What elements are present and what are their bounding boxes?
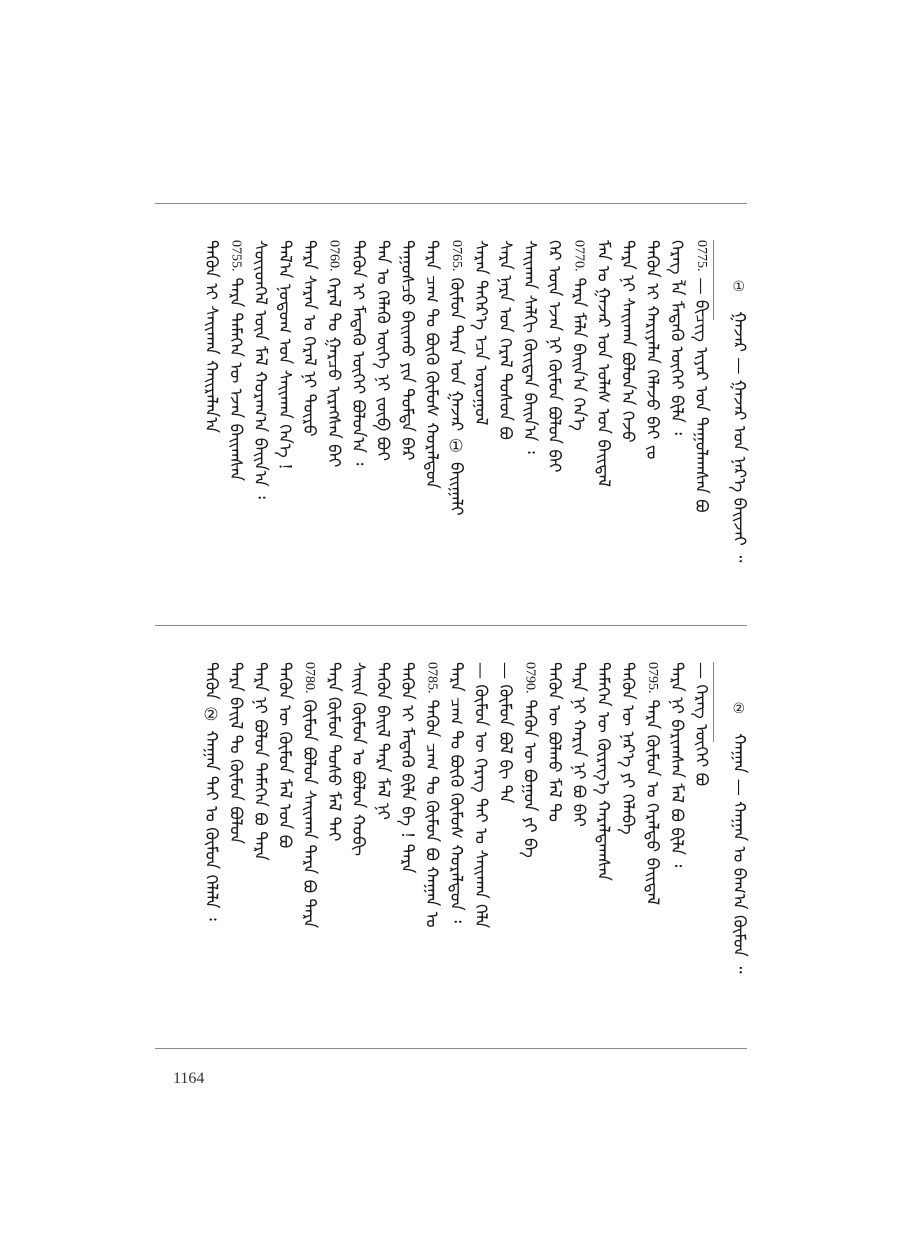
text-column [690,662,712,786]
text-column [568,240,590,431]
line-number: 0755. [228,240,244,272]
column-text: ᠲᠡᠭᠦᠨ ᠦ ᠬᠦᠮᠦᠨ ᠮᠠᠯ ᠤᠨ ᠪᠣ [274,662,295,849]
footnote-1-rule [713,240,714,320]
column-text: ᠮᠠᠨ ᠤ ᠭᠠᠵᠠᠷ ᠤᠨ ᠤᠯᠠᠰ ᠤᠨ ᠪᠠᠢᠳᠠᠯ [593,240,613,487]
column-text: — ᠬᠦᠮᠦᠨ ᠪᠣᠯ ᠪᠢ ᠲᠠ [495,662,515,804]
column-text: ᠲᠡᠷᠡ ᠨᠢ ᠬᠠᠷᠢᠨ ᠨᠢ ᠪᠣ ᠪᠠᠢ [568,662,589,827]
text-column [519,240,541,454]
text-column [421,662,443,928]
footnote-1-text: ᠭᠠᠵᠠᠷ — ᠭᠠᠵᠠᠷ ᠤᠨ ᠨᠡᠷ᠎ᠡ ᠪᠠᠢᠵᠠᠢ ᠃ [729,311,749,563]
text-column [543,240,565,473]
text-column [249,240,271,499]
column-text: ᠲᠡᠭᠦᠨ ② ᠬᠠᠭᠠᠨ ᠲᠠᠢ ᠤ ᠬᠦᠮᠦᠨ ᠬᠡᠯᠡᠯᠡ ᠄ [201,662,221,921]
text-column [347,240,369,465]
text-column [641,662,663,905]
text-column [666,240,688,435]
line-number: 0780. [302,662,317,694]
line-number: 0770. [571,240,587,272]
text-column [641,240,663,459]
text-column [494,662,516,803]
text-column [666,662,688,867]
column-text: ᠲᠡᠭᠦᠨ ᠦ ᠪᠣᠯᠬᠤ ᠮᠠᠯ ᠲᠤ [544,662,564,823]
column-text: ᠲᠡᠭᠦᠨ ᠪᠠᠢᠯ ᠲᠡᠷᠡ ᠮᠠᠯ ᠨᠢ [372,662,393,820]
text-column [274,662,296,848]
column-text: ᠲᠠᠭᠤᠰᠴᠤ ᠪᠠᠢᠬᠤ ᠶᠢᠨ ᠳᠤᠮᠳᠠ ᠪᠠᠷ [397,240,417,461]
footnote-2-mark: ② [732,701,746,717]
line-number: 0760. [326,240,342,272]
text-column [298,662,320,928]
column-text: ᠲᠡᠭᠦᠨ ᠦ ᠨᠡᠷ᠎ᠡ ᠶᠢ ᠬᠡᠯᠡᠪᠡ [617,662,638,835]
text-column [200,240,222,433]
column-text: ᠲᠡᠷᠡ ᠮᠠᠯᠠ ᠪᠠᠢᠨ᠎ᠠ ᠭᠡᠨ᠎ᠡ [568,277,589,431]
text-column [568,662,590,827]
column-text: ᠲᠡᠷᠡ ᠰᠠᠷᠠᠨ ᠤ ᠭᠡᠷᠡᠯ ᠨᠢ ᠲᠦᠷᠦ [299,240,319,437]
column-text: ᠲᠡᠷᠡ ᠲᠡᠮᠡᠭᠡᠨ ᠦ ᠡᠵᠡᠨ ᠪᠠᠢᠭᠰᠠᠨ [225,277,246,482]
column-text: ᠲᠡᠭᠦᠨ ᠢ ᠮᠡᠳᠡᠬᠦ ᠪᠢᠯᠡ ᠪᠠ ! ᠲᠡᠷᠡ [397,662,417,874]
text-column [396,240,418,461]
column-text: ᠰᠠᠢᠨ ᠬᠦᠮᠦᠨ ᠤ ᠪᠣᠯᠤᠨ ᠬᠤᠪᠢ [348,662,368,857]
text-column [470,240,492,425]
text-column [617,240,639,443]
column-text: ᠲᠡᠮᠡᠭᠡᠨ ᠦ ᠬᠦᠷᠡᠭ᠎ᠡ ᠬᠠᠷᠠᠯᠳᠠᠭᠰᠠᠨ [593,662,613,881]
text-column [421,240,443,489]
text-column [494,240,516,440]
column-text: ᠲᠡᠭᠦᠨ ᠢ ᠮᠡᠳᠡᠬᠦ ᠦᠭᠡᠢ ᠪᠣᠯᠣᠨ᠎ᠠ ᠄ [348,240,368,466]
text-column [592,662,614,881]
text-column [323,240,345,467]
column-text: ᠰᠠᠷᠠ ᠨᠠᠷᠠ ᠤᠨ ᠭᠡᠷᠡᠯ ᠲᠤᠰᠤᠨ ᠪᠣ [495,240,515,440]
column-text: ᠲᠡᠭᠦᠨ ᠢ ᠬᠠᠷᠢᠶᠠᠯᠠᠨ ᠬᠡᠯᠡᠵᠦ ᠪᠠᠢ ᠵᠤ [642,240,662,460]
line-number: 0795. [645,662,660,694]
text-column [543,662,565,822]
text-column [298,240,320,437]
footnote-2-text: ᠬᠠᠭᠠᠨ — ᠬᠠᠭᠠᠨ ᠤ ᠪᠠᠭ᠎ᠠ ᠬᠦᠮᠦᠨ ᠃ [729,733,749,974]
column-text: ᠬᠦᠮᠦᠨ ᠪᠣᠯᠤᠨ ᠰᠠᠢᠬᠠᠨ ᠲᠡᠷᠡ ᠪᠣ ᠲᠡᠷᠡ [299,699,319,929]
column-text: ᠲᠠᠨ ᠤ ᠬᠡᠯᠡᠬᠦ ᠦᠭᠡ ᠨᠢ ᠵᠦᠪ ᠪᠤᠢ [372,240,393,462]
text-column [249,662,271,861]
line-number: 0790. [522,662,538,694]
column-text: ᠲᠡᠷᠡ ᠬᠦᠮᠦᠨ ᠲᠤᠰᠤ ᠮᠠᠯ ᠲᠠᠢ [323,662,344,842]
column-text: ᠲᠡᠭᠦᠨ ᠴᠠᠭ ᠲᠤ ᠬᠦᠮᠦᠨ ᠪᠤ ᠬᠠᠭᠠᠨ ᠤ [421,699,442,928]
column-text: ᠲᠡᠭᠦᠨ ᠦ ᠪᠣᠭᠣᠨ ᠶᠢ ᠪᠠ [519,699,540,858]
column-text: ᠰᠠᠷᠠᠨ ᠳᠡᠭᠡᠷ᠎ᠡ ᠡᠴᠡ ᠤᠷᠤᠭᠤᠯ [470,240,491,426]
column-text: ᠲᠡᠷᠡ ᠪᠠᠢᠯ ᠲᠤ ᠬᠦᠮᠦᠨ ᠪᠣᠯᠤᠨ [225,662,246,844]
column-text: ᠬᠡᠷᠡᠭ ᠯᠡ ᠮᠡᠳᠡᠬᠦ ᠦᠭᠡᠢ ᠪᠢᠯᠡ ᠄ [666,240,687,435]
column-text: ᠲᠡᠷᠡ ᠨᠢ ᠪᠠᠷᠢᠭᠰᠠᠨ ᠮᠠᠯ ᠪᠣ ᠪᠢᠯᠡ ᠄ [666,662,687,868]
page-number: 1164 [173,1070,205,1087]
line-number: 0785. [424,662,440,694]
footnote-1-mark: ① [732,279,746,295]
text-column [372,662,394,820]
text-column [347,662,369,856]
column-text: ᠭᠡᠷ ᠦᠨ ᠡᠵᠡᠨ ᠨᠢ ᠬᠦᠮᠦᠨ ᠪᠤᠯᠤᠨ ᠪᠠᠢ [544,240,564,473]
column-text: — ᠬᠡᠷᠡᠭ ᠦᠭᠡᠢ ᠪᠣ [691,662,711,787]
text-column [323,662,345,841]
column-text: ᠰᠠᠢᠬᠠᠨ ᠰᠠᠯᠬᠢ ᠬᠦᠢᠲᠡᠨ ᠪᠠᠢᠨ᠎ᠠ ᠄ [519,240,540,454]
column-text: ᠲᠡᠷᠡ ᠬᠦᠮᠦᠨ ᠤ ᠭᠡᠷᠡᠯᠲᠦ ᠪᠠᠢᠳᠠᠯ [642,699,662,906]
text-column [519,662,541,858]
bottom-rule [155,1048,747,1049]
text-column [690,240,712,513]
text-column [372,240,394,461]
text-column [445,662,467,923]
line-number: 0775. [694,240,709,272]
column-text: ᠰᠦᠢᠳᠬᠡᠯ ᠦᠨ ᠮᠠᠯ ᠬᠤᠷᠠᠭ᠎ᠠ ᠪᠠᠢᠨ᠎ᠠ ᠄ [250,240,270,499]
column-text: ᠭᠡᠷᠡᠯ ᠲᠤ ᠭᠠᠷᠴᠤ ᠢᠷᠡᠭᠰᠡᠨ ᠪᠠᠢ [323,277,344,468]
text-column [274,240,296,470]
footnote-1 [728,276,750,562]
column-text: ᠲᠡᠷᠡ ᠨᠢ ᠰᠠᠢᠬᠠᠨ ᠪᠤᠯᠤᠨ᠎ᠠ ᠭᠡᠵᠦ [617,240,638,443]
text-column [225,240,247,481]
text-column [617,662,639,835]
footnote-2 [728,698,750,973]
column-text: — ᠪᠢᠴᠢᠭ ᠢᠶᠡᠷ ᠤᠨ ᠳᠠᠭᠤᠯᠠᠭᠰᠠᠨ ᠪᠣ [691,277,711,513]
column-text: ᠲᠡᠭᠦᠨ ᠢ ᠰᠠᠢᠬᠠᠨ ᠬᠠᠢᠷᠠᠯᠠᠨ᠎ᠠ [201,240,221,434]
column-text: ᠲᠡᠷᠡ ᠨᠢ ᠪᠣᠯᠤᠨ ᠲᠡᠮᠡᠭᠡᠨ ᠪᠣ ᠲᠡᠷᠡ [250,662,270,861]
text-column [470,662,492,928]
text-column [200,662,222,921]
line-number: 0765. [449,240,464,272]
column-text: ᠲᠡᠷᠡ ᠴᠠᠭ ᠲᠤ ᠪᠦᠬᠦ ᠬᠦᠮᠦᠰ ᠬᠤᠷᠠᠯᠳᠤᠨ ᠄ [446,662,466,924]
top-rule [155,203,747,204]
middle-rule [155,625,747,626]
column-text: ᠲᠡᠷᠡ ᠴᠠᠭ ᠲᠤ ᠪᠦᠬᠦ ᠬᠦᠮᠦᠰ ᠬᠤᠷᠠᠯᠳᠤᠨ [421,240,442,489]
footnote-2-rule [713,662,714,742]
text-column [396,662,418,873]
column-text: — ᠬᠦᠮᠦᠨ ᠦ ᠬᠡᠷᠡᠭ ᠲᠠᠢ ᠤ ᠰᠠᠢᠬᠠᠨ ᠬᠡᠯᠡ [470,662,491,929]
column-text: ᠲᠠᠯ᠎ᠠ ᠨᠤᠲᠤᠭ ᠤᠨ ᠰᠠᠢᠬᠠᠨ ᠭᠡᠨ᠎ᠡ ! [274,240,295,470]
text-column [592,240,614,487]
text-column [445,240,467,516]
column-text: ᠬᠦᠮᠦᠨ ᠲᠡᠷᠡ ᠤᠨ ᠭᠠᠵᠠᠷ ① ᠪᠠᠢᠭᠠᠯᠢ [446,277,466,516]
text-column [225,662,247,844]
